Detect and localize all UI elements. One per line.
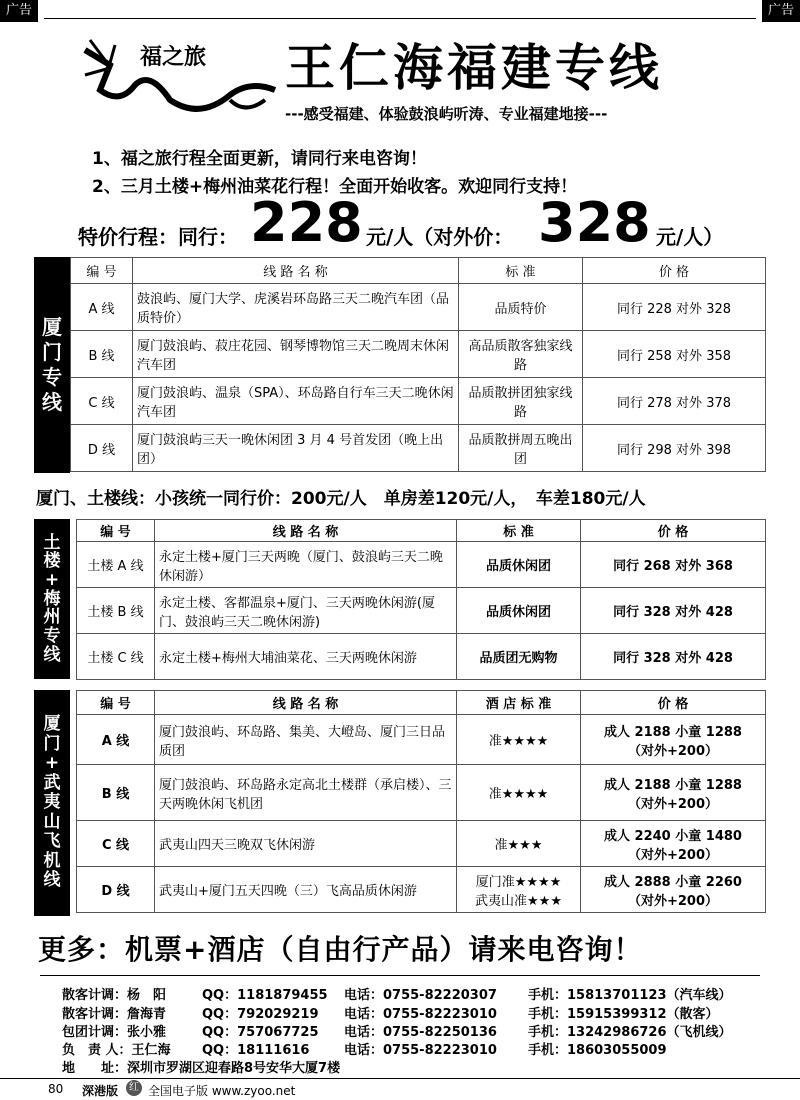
notice-2: 2、三月土楼+梅州油菜花行程！全面开始收客。欢迎同行支持！ <box>92 177 578 197</box>
table-row: D 线 厦门鼓浪屿三天一晚休闲团 3 月 4 号首发团（晚上出团） 品质散拼周五晚出团 同行 298 对外 398 <box>71 425 766 472</box>
special-unit-1: 元/人（对外价： <box>366 225 514 249</box>
table-row: 土楼 B 线 永定土楼、客都温泉+厦门、三天两晚休闲游(厦门、鼓浪屿三天二晚休闲游) 品质休闲团 同行 328 对外 428 <box>77 588 766 634</box>
edition-label: 深港版 <box>82 1084 119 1098</box>
table-header: 编 号 线 路 名 称 酒 店 标 准 价 格 <box>77 691 766 715</box>
ad-label-left: 广告 <box>0 0 38 22</box>
more-products-banner: 更多：机票+酒店（自由行产品）请来电咨询！ <box>38 933 643 966</box>
page-footer <box>0 1078 800 1100</box>
table-row: D 线 武夷山+厦门五天四晚（三）飞高品质休闲游 厦门准★★★★ 武夷山准★★★ 成人 2888 小童 2260 （对外+200） <box>77 867 766 913</box>
section-wuyishan-label: 厦 门 + 武 夷 山 飞 机 线 <box>34 690 70 916</box>
table-row: C 线 武夷山四天三晚双飞休闲游 准★★★ 成人 2240 小童 1480 （对外+200） <box>77 821 766 867</box>
child-price-policy: 厦门、土楼线：小孩统一同行价：200元/人 单房差120元/人， 车差180元/人 <box>36 489 646 509</box>
table-row: A 线 厦门鼓浪屿、环岛路、集美、大嶝岛、厦门三日品质团 准★★★★ 成人 2188 小童 1288 （对外+200） <box>77 715 766 765</box>
table-row: 土楼 C 线 永定土楼+梅州大埔油菜花、三天两晚休闲游 品质团无购物 同行 328 对外 428 <box>77 634 766 680</box>
table-header: 编 号 线 路 名 称 标 准 价 格 <box>77 520 766 542</box>
top-divider <box>44 18 756 19</box>
special-label: 特价行程：同行： <box>78 225 238 249</box>
table-row: A 线 鼓浪屿、厦门大学、虎溪岩环岛路三天二晚汽车团（品质特价） 品质特价 同行 228 对外 328 <box>71 284 766 331</box>
table-row: C 线 厦门鼓浪屿、温泉（SPA）、环岛路自行车三天二晚休闲汽车团 品质散拼团独家线路 同行 278 对外 378 <box>71 378 766 425</box>
wuyishan-route-table <box>76 690 766 913</box>
special-unit-2: 元/人） <box>656 225 724 249</box>
website-link[interactable]: 全国电子版 www.zyoo.net <box>148 1084 296 1098</box>
special-price-row <box>60 191 780 255</box>
notice-1: 1、福之旅行程全面更新，请同行来电咨询！ <box>92 149 427 169</box>
ad-label-right: 广告 <box>762 0 800 22</box>
page-number: 80 <box>48 1082 64 1096</box>
xiamen-route-table <box>70 257 766 472</box>
public-price: 328 <box>538 191 651 254</box>
brand-name: 福之旅 <box>140 45 207 70</box>
edition-badge: 红 <box>126 1080 142 1096</box>
table-row: 土楼 A 线 永定土楼+厦门三天两晚（厦门、鼓浪屿三天二晚休闲游） 品质休闲团 同行 268 对外 368 <box>77 542 766 588</box>
peer-price: 228 <box>250 191 363 254</box>
table-row: B 线 厦门鼓浪屿、环岛路永定高北土楼群（承启楼）、三天两晚休闲飞机团 准★★★★ 成人 2188 小童 1288 （对外+200） <box>77 765 766 821</box>
page-title: 王仁海福建专线 <box>285 39 663 97</box>
section-tulou-label: 土 楼 + 梅 州 专 线 <box>34 519 70 679</box>
contact-divider <box>40 975 760 976</box>
subtitle: ---感受福建、体验鼓浪屿听涛、专业福建地接--- <box>285 105 608 123</box>
table-header: 编 号 线 路 名 称 标 准 价 格 <box>71 258 766 284</box>
tulou-route-table <box>76 519 766 680</box>
section-xiamen-label: 厦 门 专 线 <box>34 257 70 473</box>
table-row: B 线 厦门鼓浪屿、菽庄花园、钢琴博物馆三天二晚周末休闲汽车团 高品质散客独家线路 同行 258 对外 358 <box>71 331 766 378</box>
